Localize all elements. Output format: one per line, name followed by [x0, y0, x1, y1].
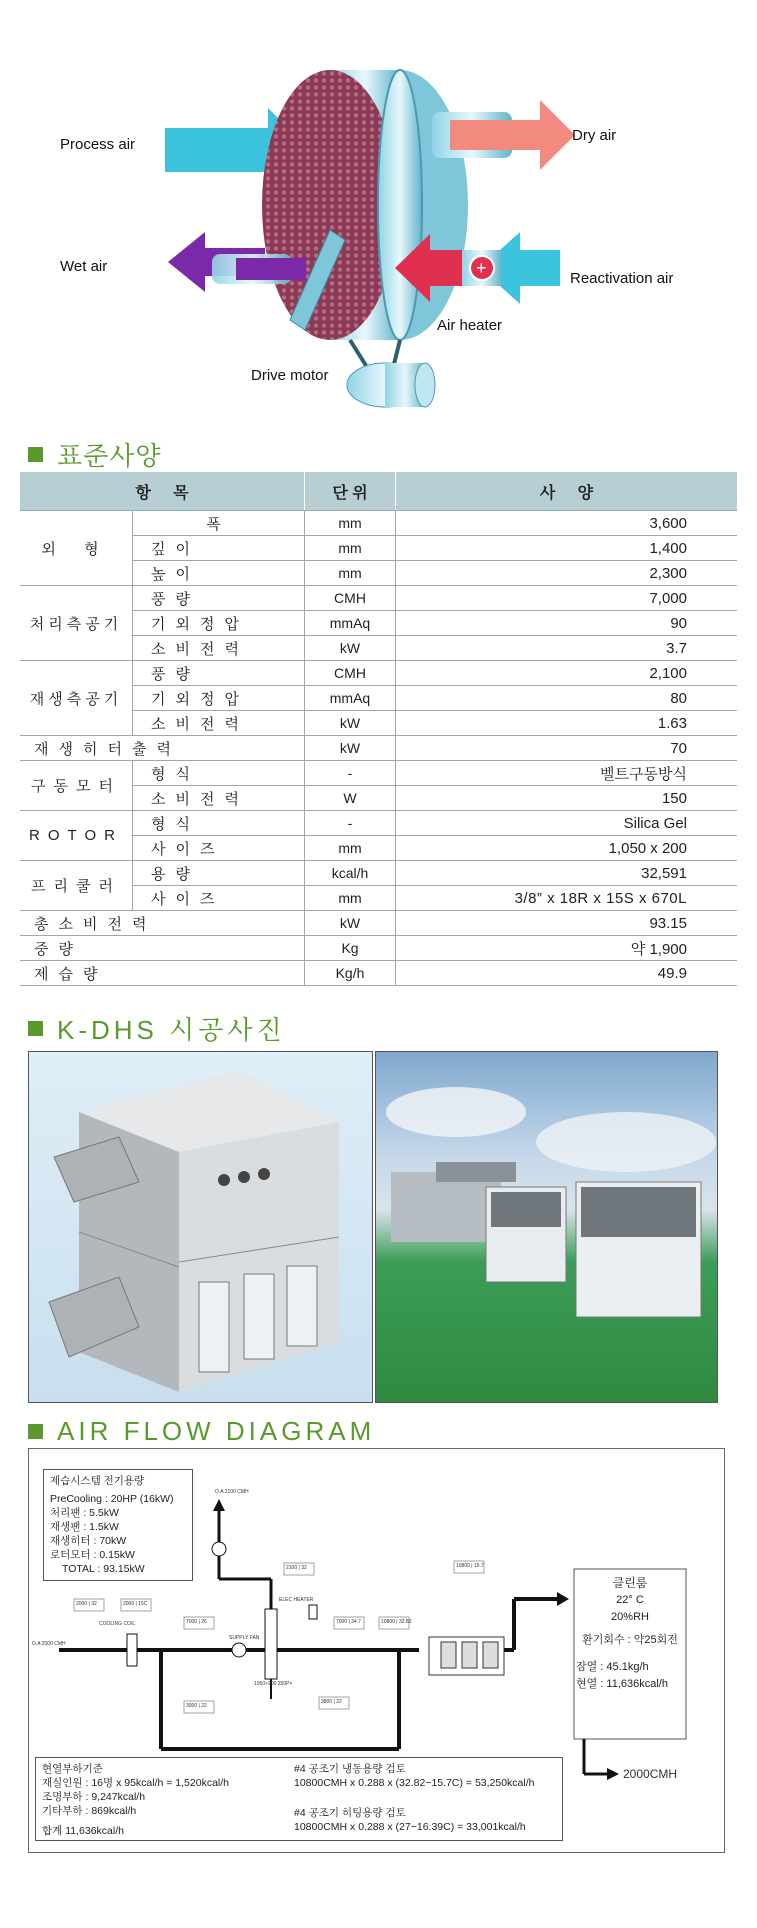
heater-label: ELEC HEATER [279, 1597, 314, 1603]
item-cell: 폭 [133, 511, 305, 536]
group-cell: 구동모터 [20, 761, 133, 811]
desiccant-rotor-diagram [0, 0, 757, 420]
item-cell: 소비전력 [133, 786, 305, 811]
value-cell: 80 [396, 686, 738, 711]
drive-motor-label: Drive motor [251, 367, 329, 384]
cooling-coil-icon [127, 1634, 137, 1666]
installation-photo [375, 1051, 718, 1403]
unit-cell: mm [305, 836, 396, 861]
unit-cell: kcal/h [305, 861, 396, 886]
value-cell: 1,400 [396, 536, 738, 561]
data-label: 7000 | 34.7 [336, 1619, 361, 1625]
table-row [20, 661, 737, 686]
clean-room-info [574, 1575, 686, 1693]
load-line: 조명부하 : 9,247kcal/h [42, 1791, 146, 1803]
cooling-coil-label: COOLING COIL [99, 1621, 136, 1627]
airflow-section-header [28, 1416, 375, 1447]
group-cell: 처리측공기 [20, 586, 133, 661]
unit-cell: kW [305, 636, 396, 661]
unit-cell: kW [305, 711, 396, 736]
value-cell: 150 [396, 786, 738, 811]
capacity-line: PreCooling : 20HP (16kW) [50, 1493, 174, 1505]
value-cell: 1,050 x 200 [396, 836, 738, 861]
value-cell: Silica Gel [396, 811, 738, 836]
item-cell: 기외정압 [133, 611, 305, 636]
item-cell: 중량 [20, 936, 305, 961]
table-row [20, 811, 737, 836]
value-cell: 70 [396, 736, 738, 761]
unit-cell: mm [305, 536, 396, 561]
section-bullet-icon [28, 1021, 43, 1036]
unit-cell: mm [305, 511, 396, 536]
air-flow-diagram [28, 1448, 725, 1853]
heating-check-formula: 10800CMH x 0.288 x (27−16.39C) = 33,001kcal/h [294, 1821, 526, 1833]
header-unit: 단 위 [305, 472, 396, 511]
latent-load: 잠열 : 45.1kg/h [576, 1661, 649, 1673]
item-cell: 사이즈 [133, 886, 305, 911]
table-row [20, 961, 737, 986]
value-cell: 49.9 [396, 961, 738, 986]
table-row [20, 911, 737, 936]
unit-cell: kW [305, 736, 396, 761]
dry-air-label: Dry air [572, 127, 617, 144]
value-cell: 벨트구동방식 [396, 761, 738, 786]
item-cell: 소비전력 [133, 711, 305, 736]
table-row [20, 736, 737, 761]
item-cell: 높이 [133, 561, 305, 586]
table-row [20, 586, 737, 611]
fan-icon [212, 1542, 226, 1556]
value-cell: 32,591 [396, 861, 738, 886]
load-basis-title: 현열부하기준 [42, 1763, 103, 1775]
unit-cell: Kg [305, 936, 396, 961]
item-cell: 재생히터출력 [20, 736, 305, 761]
group-cell: 외 형 [20, 511, 133, 586]
data-label: 10800 | 32.82 [381, 1619, 412, 1625]
electric-capacity-box [43, 1469, 193, 1581]
table-row [20, 936, 737, 961]
photo-section-title: K-DHS 시공사진 [57, 1015, 286, 1045]
unit-cell: Kg/h [305, 961, 396, 986]
cooling-check-title: #4 공조기 냉동용량 검토 [294, 1763, 406, 1775]
item-cell: 풍량 [133, 661, 305, 686]
data-label: 7000 | 26 [186, 1619, 207, 1625]
item-cell: 총소비전력 [20, 911, 305, 936]
process-air-label: Process air [60, 136, 136, 153]
unit-cell: mmAq [305, 611, 396, 636]
cooling-check-formula: 10800CMH x 0.288 x (32.82−15.7C) = 53,250kcal/h [294, 1777, 535, 1789]
item-cell: 풍량 [133, 586, 305, 611]
load-basis [42, 1762, 229, 1838]
oa-inlet-label: O.A 2000 CMH [32, 1641, 66, 1647]
data-label: 2000 | 32 [76, 1601, 97, 1607]
table-row [20, 861, 737, 886]
value-cell: 93.15 [396, 911, 738, 936]
value-cell: 1.63 [396, 711, 738, 736]
group-cell: 재생측공기 [20, 661, 133, 736]
oa-label: O.A 2100 CMH [215, 1489, 249, 1495]
photo-section-header [28, 1010, 286, 1047]
capacity-line: TOTAL : 93.15kW [62, 1563, 145, 1575]
unit-cell: - [305, 761, 396, 786]
rotor-illustration [0, 0, 757, 420]
section-bullet-icon [28, 1424, 43, 1439]
group-cell: ROTOR [20, 811, 133, 861]
airflow-section-title: AIR FLOW DIAGRAM [57, 1416, 376, 1446]
value-cell: 3.7 [396, 636, 738, 661]
data-label: 2000 | 15C [123, 1601, 148, 1607]
unit-cell: mmAq [305, 686, 396, 711]
value-cell: 2,300 [396, 561, 738, 586]
spec-table-header [20, 472, 737, 511]
header-spec: 사 양 [396, 472, 738, 511]
item-cell: 용량 [133, 861, 305, 886]
capacity-line: 처리팬 : 5.5kW [50, 1507, 119, 1519]
clean-room-temp: 22° C [616, 1594, 644, 1606]
electric-capacity-title: 제습시스템 전기용량 [50, 1475, 145, 1487]
air-changes: 환기회수 : 약25회전 [582, 1634, 678, 1646]
data-label: 3800 | 22 [321, 1699, 342, 1705]
value-cell: 90 [396, 611, 738, 636]
sensible-load: 현열 : 11,636kcal/h [576, 1678, 668, 1690]
unit-cell: mm [305, 886, 396, 911]
table-row [20, 761, 737, 786]
wet-air-label: Wet air [60, 258, 108, 275]
air-heater-label: Air heater [437, 317, 503, 334]
table-row [20, 511, 737, 536]
item-cell: 깊이 [133, 536, 305, 561]
reactivation-air-label: Reactivation air [570, 270, 674, 287]
unit-cell: CMH [305, 661, 396, 686]
item-cell: 형식 [133, 761, 305, 786]
section-bullet-icon [28, 447, 43, 462]
load-line: 기타부하 : 869kcal/h [42, 1805, 137, 1817]
unit-cell: - [305, 811, 396, 836]
value-cell: 3/8” x 18R x 15S x 670L [396, 886, 738, 911]
data-label: 10800 | 15.7 [456, 1563, 484, 1569]
load-total: 합계 11,636kcal/h [42, 1825, 124, 1837]
load-line: 재실인원 : 16명 x 95kcal/h = 1,520kcal/h [42, 1777, 230, 1789]
dry-air-arrow [450, 100, 575, 170]
supply-fan-icon [232, 1643, 246, 1657]
item-cell: 소비전력 [133, 636, 305, 661]
clean-room-rh: 20%RH [611, 1611, 649, 1623]
capacity-line: 로터모터 : 0.15kW [50, 1549, 135, 1561]
item-cell: 사이즈 [133, 836, 305, 861]
item-cell: 기외정압 [133, 686, 305, 711]
group-cell: 프리쿨러 [20, 861, 133, 911]
spec-section-header [28, 436, 161, 473]
value-cell: 7,000 [396, 586, 738, 611]
unit-cell: mm [305, 561, 396, 586]
unit-cell: W [305, 786, 396, 811]
supply-fan-label: SUPPLY FAN [229, 1635, 260, 1641]
capacity-check [294, 1762, 535, 1834]
clean-room-title: 클린룸 [612, 1576, 648, 1590]
capacity-line: 재생히터 : 70kW [50, 1535, 127, 1547]
heater-icon [309, 1605, 317, 1619]
exhaust-label: 2000CMH [623, 1767, 678, 1781]
rotor-icon [265, 1609, 277, 1679]
value-cell: 2,100 [396, 661, 738, 686]
unit-cell: kW [305, 911, 396, 936]
spec-table [20, 472, 737, 986]
value-cell: 약 1,900 [396, 936, 738, 961]
unit-photo [28, 1051, 373, 1403]
item-cell: 형식 [133, 811, 305, 836]
item-cell: 제습량 [20, 961, 305, 986]
value-cell: 3,600 [396, 511, 738, 536]
rotor-label: 1050×200 250P× [254, 1681, 293, 1687]
capacity-line: 재생팬 : 1.5kW [50, 1521, 119, 1533]
load-calculation-box [35, 1757, 563, 1841]
data-label: 2100 | 32 [286, 1565, 307, 1571]
unit-cell: CMH [305, 586, 396, 611]
header-item: 항 목 [20, 472, 305, 511]
data-label: 3000 | 22 [186, 1703, 207, 1709]
svg-text:+: + [476, 258, 487, 278]
heating-check-title: #4 공조기 히팅용량 검토 [294, 1807, 406, 1819]
spec-section-title: 표준사양 [57, 441, 162, 471]
